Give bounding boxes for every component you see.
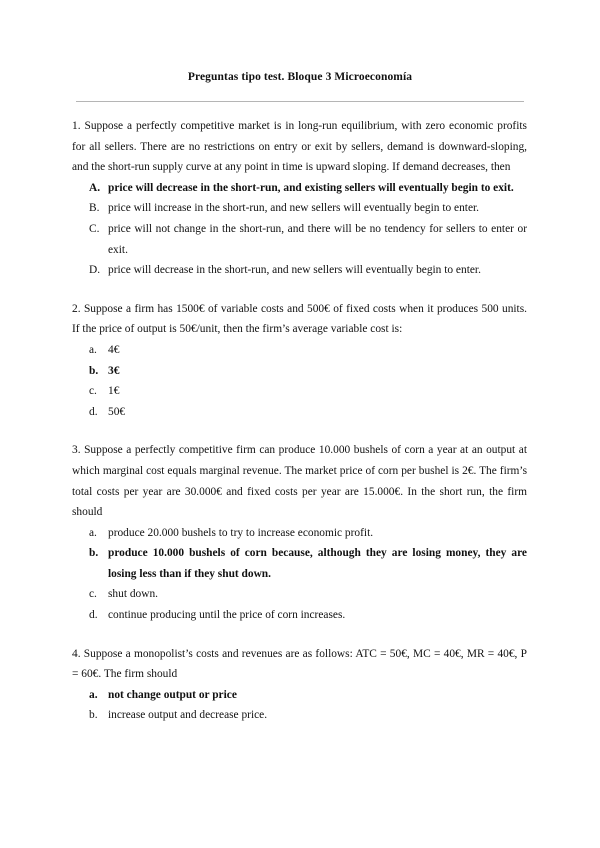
option-list [72, 523, 527, 626]
option-marker: a. [89, 526, 97, 539]
option-text: price will increase in the short-run, and new sellers will eventually begin to enter. [108, 202, 480, 215]
option-marker: b. [89, 709, 98, 722]
option [72, 219, 527, 260]
option-text: 4€ [108, 343, 120, 356]
option-correct [72, 361, 527, 382]
document-title: Preguntas tipo test. Bloque 3 Microeconomía [187, 71, 413, 83]
option-marker: c. [89, 385, 97, 398]
option-text: price will decrease in the short-run, and new sellers will eventually begin to enter. [108, 264, 481, 277]
option-marker: a. [89, 688, 98, 701]
option-text: shut down. [108, 588, 158, 601]
option-text: not change output or price [108, 688, 237, 701]
option [72, 402, 527, 423]
title-divider [76, 101, 524, 102]
option-text: price will not change in the short-run, and there will be no tendency for sellers to enter or exit. [108, 222, 527, 256]
option-text: 50€ [108, 405, 126, 418]
option [72, 605, 527, 626]
option-marker: b. [89, 364, 99, 377]
option-list [72, 685, 527, 726]
option-text: price will decrease in the short-run, and existing sellers will eventually begin to exit. [108, 181, 514, 194]
option-marker: d. [89, 609, 98, 622]
option [72, 584, 527, 605]
option [72, 260, 527, 281]
question-3 [72, 440, 527, 625]
question-2 [72, 299, 527, 423]
question-stem: 1. Suppose a perfectly competitive market is in long-run equilibrium, with zero economic profits for all sellers. There are no restrictions on entry or exit by sellers, demand is downward-sloping, and the short-run supply curve at any point in time is upward sloping. If demand decreases, then [72, 120, 527, 174]
option-marker: d. [89, 405, 98, 418]
option-marker: b. [89, 547, 99, 560]
option-marker: C. [89, 222, 100, 235]
option-text: produce 10.000 bushels of corn because, although they are losing money, they are losing less than if they shut down. [108, 547, 527, 580]
option [72, 705, 527, 726]
option-marker: D. [89, 264, 101, 277]
question-stem: 2. Suppose a firm has 1500€ of variable costs and 500€ of fixed costs when it produces 500 units. If the price of output is 50€/unit, then the firm’s average variable cost is: [72, 302, 527, 336]
question-stem: 3. Suppose a perfectly competitive firm can produce 10.000 bushels of corn a year at an output at which marginal cost equals marginal revenue. The market price of corn per bushel is 2€. The firm’s total costs per year are 30.000€ and fixed costs per year are 15.000€. In the short run, the firm should [72, 444, 527, 519]
option-text: produce 20.000 bushels to try to increase economic profit. [108, 526, 374, 539]
question-1 [72, 116, 527, 281]
option-marker: c. [89, 588, 97, 601]
questions-container [72, 116, 527, 744]
option [72, 340, 527, 361]
option [72, 198, 527, 219]
option [72, 523, 527, 544]
option-marker: B. [89, 202, 100, 215]
option-list [72, 178, 527, 281]
option-correct [72, 685, 527, 706]
question-stem: 4. Suppose a monopolist’s costs and revenues are as follows: ATC = 50€, MC = 40€, MR = 40€, P = 60€. The firm should [72, 647, 527, 681]
option-text: continue producing until the price of corn increases. [108, 609, 346, 622]
option-marker: a. [89, 343, 97, 356]
option-text: increase output and decrease price. [108, 709, 268, 722]
option-marker: A. [89, 181, 101, 194]
option-correct [72, 178, 527, 199]
option-correct [72, 543, 527, 584]
option [72, 381, 527, 402]
option-list [72, 340, 527, 422]
option-text: 1€ [108, 385, 120, 398]
option-text: 3€ [108, 364, 120, 377]
question-4 [72, 644, 527, 726]
